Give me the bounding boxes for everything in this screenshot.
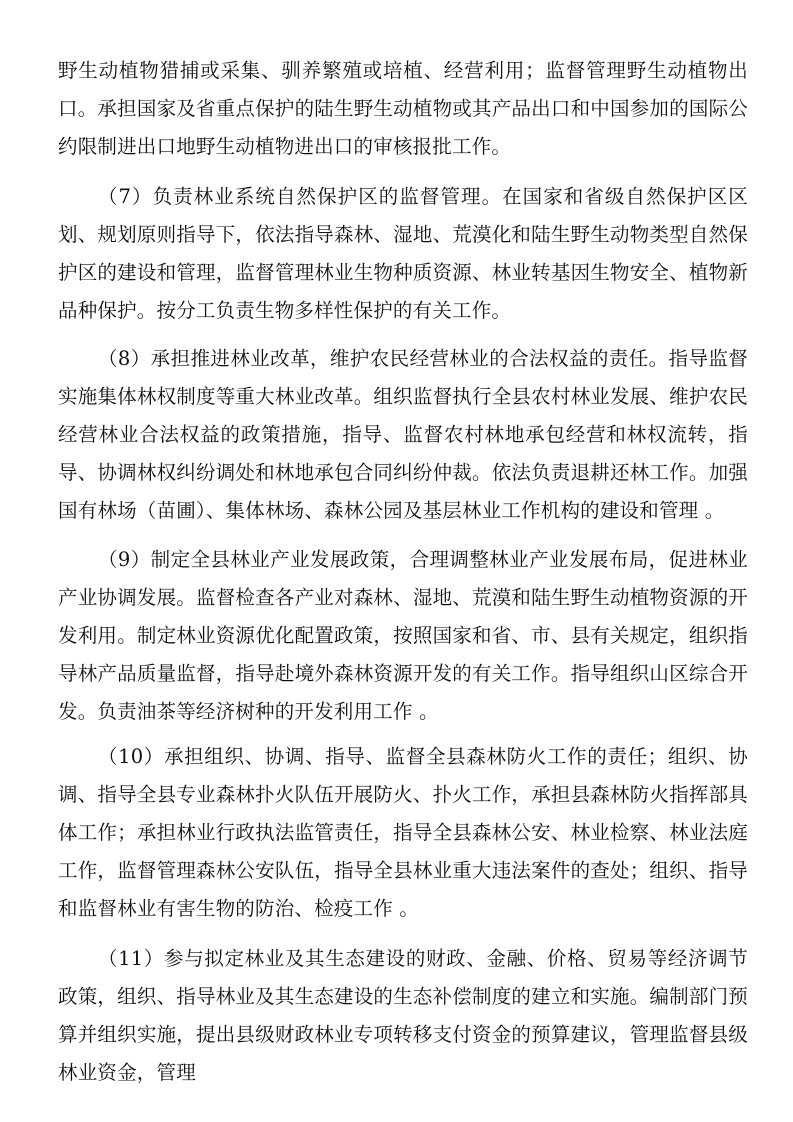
paragraph-item-8: （8）承担推进林业改革，维护农民经营林业的合法权益的责任。指导监督实施集体林权制度等重大林业改革。组织监督执行全县农村林业发展、维护农民经营林业合法权益的政策措施，指导、监督农村林地承包经营和林权流转，指导、协调林权纠纷调处和林地承包合同纠纷仲裁。依法负责退耕还林工作。加强国有林场（苗圃）、集体林场、森林公园及基层林业工作机构的建设和管理 。: [58, 347, 748, 522]
paragraph-item-11: （11）参与拟定林业及其生态建设的财政、金融、价格、贸易等经济调节政策，组织、指导林业及其生态建设的生态补偿制度的建立和实施。编制部门预算并组织实施，提出县级财政林业专项转移支付资金的预算建议，管理监督县级林业资金，管理: [58, 947, 748, 1084]
paragraph-item-7: （7）负责林业系统自然保护区的监督管理。在国家和省级自然保护区区划、规划原则指导下，依法指导森林、湿地、荒漠化和陆生野生动物类型自然保护区的建设和管理，监督管理林业生物种质资源、林业转基因生物安全、植物新品种保护。按分工负责生物多样性保护的有关工作。: [58, 185, 748, 322]
paragraph-item-10: （10）承担组织、协调、指导、监督全县森林防火工作的责任；组织、协调、指导全县专业森林扑火队伍开展防火、扑火工作，承担县森林防火指挥部具体工作；承担林业行政执法监管责任，指导全县森林公安、林业检察、林业法庭工作，监督管理森林公安队伍，指导全县林业重大违法案件的查处；组织、指导和监督林业有害生物的防治、检疫工作 。: [58, 745, 748, 920]
paragraph-item-9: （9）制定全县林业产业发展政策，合理调整林业产业发展布局，促进林业产业协调发展。监督检查各产业对森林、湿地、荒漠和陆生野生动植物资源的开发利用。制定林业资源优化配置政策，按照国家和省、市、县有关规定，组织指导林产品质量监督，指导赴境外森林资源开发的有关工作。指导组织山区综合开发。负责油茶等经济树种的开发利用工作 。: [58, 548, 748, 723]
paragraph-continuation: 野生动植物猎捕或采集、驯养繁殖或培植、经营利用；监督管理野生动植物出口。承担国家及省重点保护的陆生野生动植物或其产品出口和中国参加的国际公约限制进出口地野生动植物进出口的审核报批工作。: [58, 59, 748, 158]
